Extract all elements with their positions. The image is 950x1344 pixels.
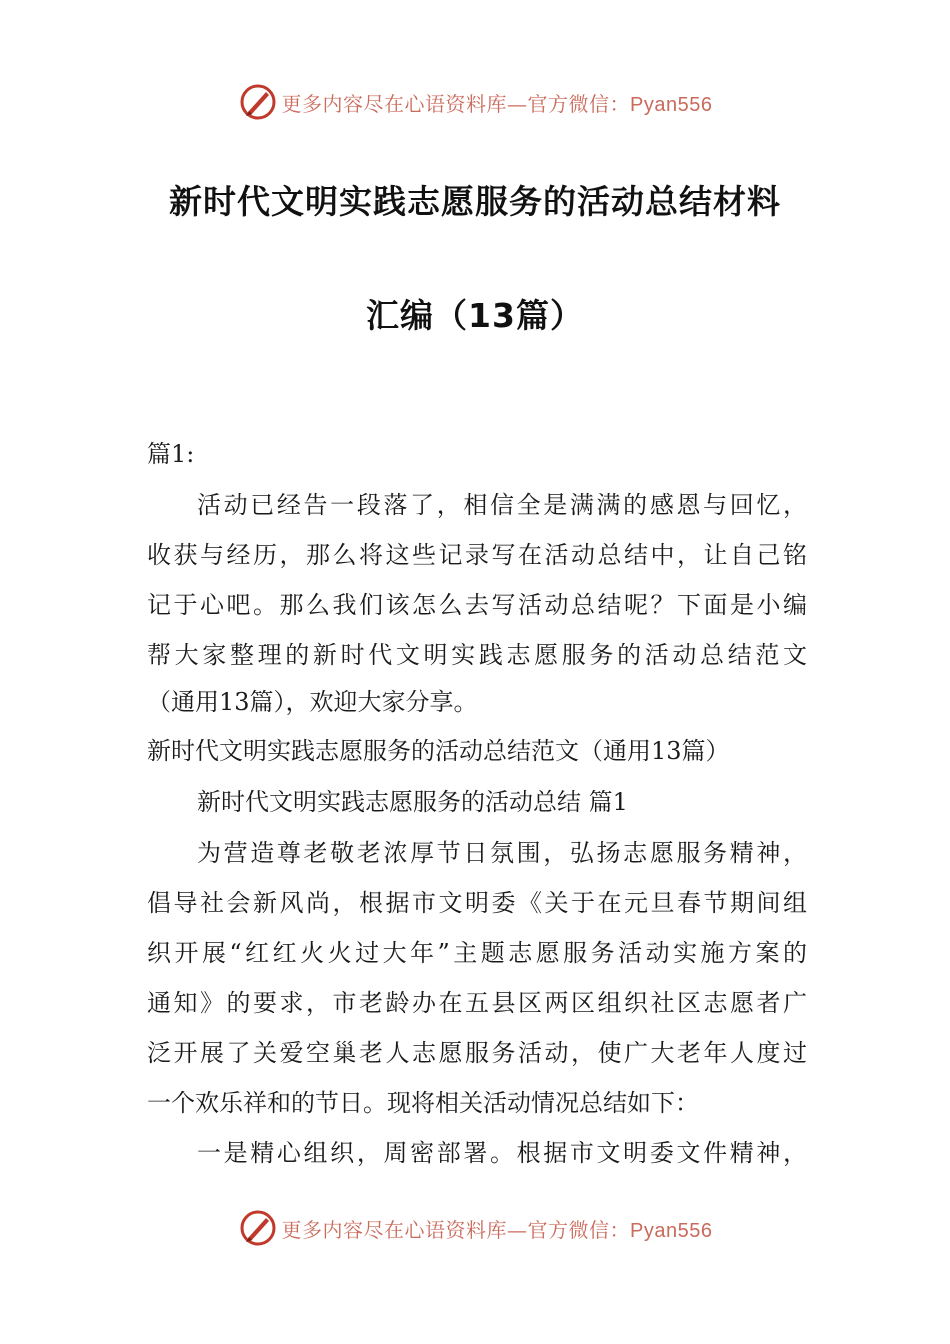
intro-line: 记于心吧。那么我们该怎么去写活动总结呢？下面是小编 — [147, 591, 807, 619]
document-title-line-2: 汇编（13篇） — [366, 296, 584, 335]
watermark-text: 更多内容尽在心语资料库—官方微信：Pyan556 — [281, 1217, 713, 1242]
intro-line: 活动已经告一段落了，相信全是满满的感恩与回忆， — [197, 491, 807, 519]
intro-line: （通用13篇），欢迎大家分享。 — [147, 688, 478, 716]
wechat-id: Pyan556 — [630, 93, 713, 116]
article-heading: 新时代文明实践志愿服务的活动总结 篇1 — [197, 788, 628, 816]
paragraph-line: 泛开展了关爱空巢老人志愿服务活动，使广大老年人度过 — [147, 1039, 807, 1067]
point-line: 一是精心组织，周密部署。根据市文明委文件精神， — [197, 1139, 807, 1167]
intro-line: 收获与经历，那么将这些记录写在活动总结中，让自己铭 — [147, 541, 807, 569]
intro-line: 帮大家整理的新时代文明实践志愿服务的活动总结范文 — [147, 641, 807, 669]
paragraph-line: 为营造尊老敬老浓厚节日氛围，弘扬志愿服务精神， — [197, 839, 807, 867]
pen-logo-icon — [238, 1208, 278, 1248]
header-watermark-banner — [0, 80, 950, 124]
wechat-id: Pyan556 — [630, 1219, 713, 1242]
watermark-text: 更多内容尽在心语资料库—官方微信：Pyan556 — [281, 91, 713, 116]
footer-watermark-banner — [0, 1206, 950, 1250]
document-title-line-1: 新时代文明实践志愿服务的活动总结材料 — [169, 182, 781, 221]
collection-heading: 新时代文明实践志愿服务的活动总结范文（通用13篇） — [147, 737, 730, 765]
paragraph-line: 通知》的要求，市老龄办在五县区两区组织社区志愿者广 — [147, 989, 807, 1017]
pen-logo-icon — [238, 82, 278, 122]
paragraph-line: 一个欢乐祥和的节日。现将相关活动情况总结如下： — [147, 1089, 699, 1117]
paragraph-line: 倡导社会新风尚，根据市文明委《关于在元旦春节期间组 — [147, 889, 807, 917]
paragraph-line: 织开展“红红火火过大年”主题志愿服务活动实施方案的 — [147, 939, 807, 967]
section-label: 篇1: — [147, 440, 195, 468]
